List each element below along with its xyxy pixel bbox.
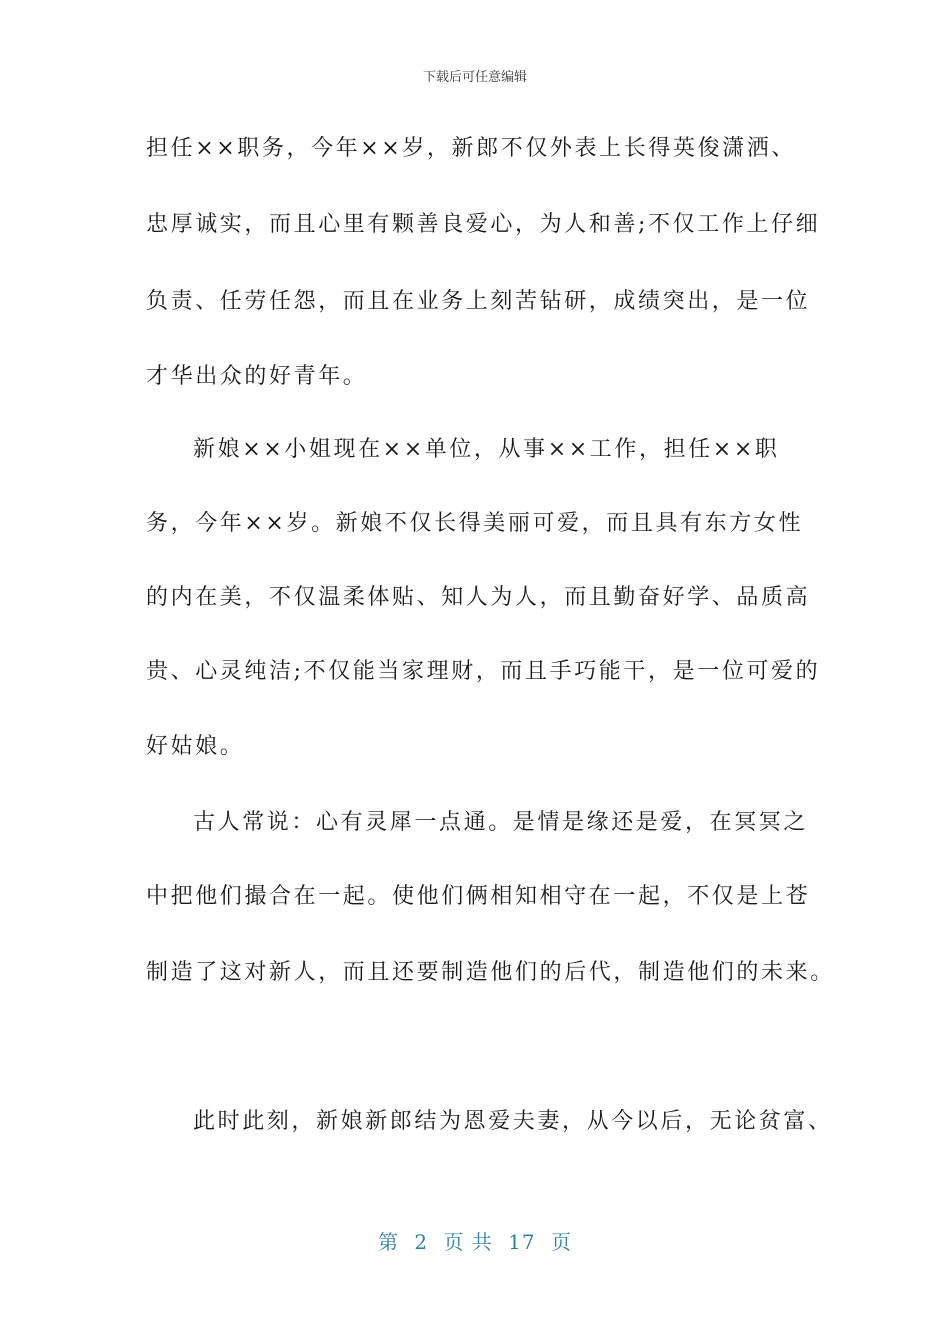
footer-middle: 页 共 [443, 1230, 493, 1254]
text-line-7: 的内在美，不仅温柔体贴、知人为人，而且勤奋好学、品质高 [146, 585, 811, 610]
text-line-5: 新娘××小姐现在××单位，从事××工作，担任××职 [193, 437, 780, 462]
page-footer [0, 1226, 950, 1255]
footer-page-number: 2 [414, 1230, 429, 1254]
text-line-4: 才华出众的好青年。 [146, 364, 368, 389]
text-line-3: 负责、任劳任怨，而且在业务上刻苦钻研，成绩突出，是一位 [146, 289, 811, 314]
text-line-10: 古人常说：心有灵犀一点通。是情是缘还是爱，在冥冥之 [193, 810, 809, 835]
text-line-9: 好姑娘。 [146, 734, 245, 759]
page-header: 下载后可任意编辑 [422, 70, 527, 85]
footer-suffix: 页 [550, 1230, 572, 1254]
text-line-1: 担任××职务，今年××岁，新郎不仅外表上长得英俊潇洒、 [146, 136, 796, 161]
text-line-8: 贵、心灵纯洁;不仅能当家理财，而且手巧能干，是一位可爱的 [146, 659, 821, 684]
text-line-12: 制造了这对新人，而且还要制造他们的后代，制造他们的未来。 [146, 960, 835, 985]
footer-total-pages: 17 [508, 1230, 536, 1254]
text-line-2: 忠厚诚实，而且心里有颗善良爱心，为人和善;不仅工作上仔细 [146, 212, 821, 237]
text-line-11: 中把他们撮合在一起。使他们俩相知相守在一起，不仅是上苍 [146, 884, 811, 909]
text-line-6: 务，今年××岁。新娘不仅长得美丽可爱，而且具有东方女性 [146, 511, 804, 536]
footer-prefix: 第 [378, 1230, 399, 1254]
text-line-13: 此时此刻，新娘新郎结为恩爱夫妻，从今以后，无论贫富、 [193, 1109, 833, 1134]
